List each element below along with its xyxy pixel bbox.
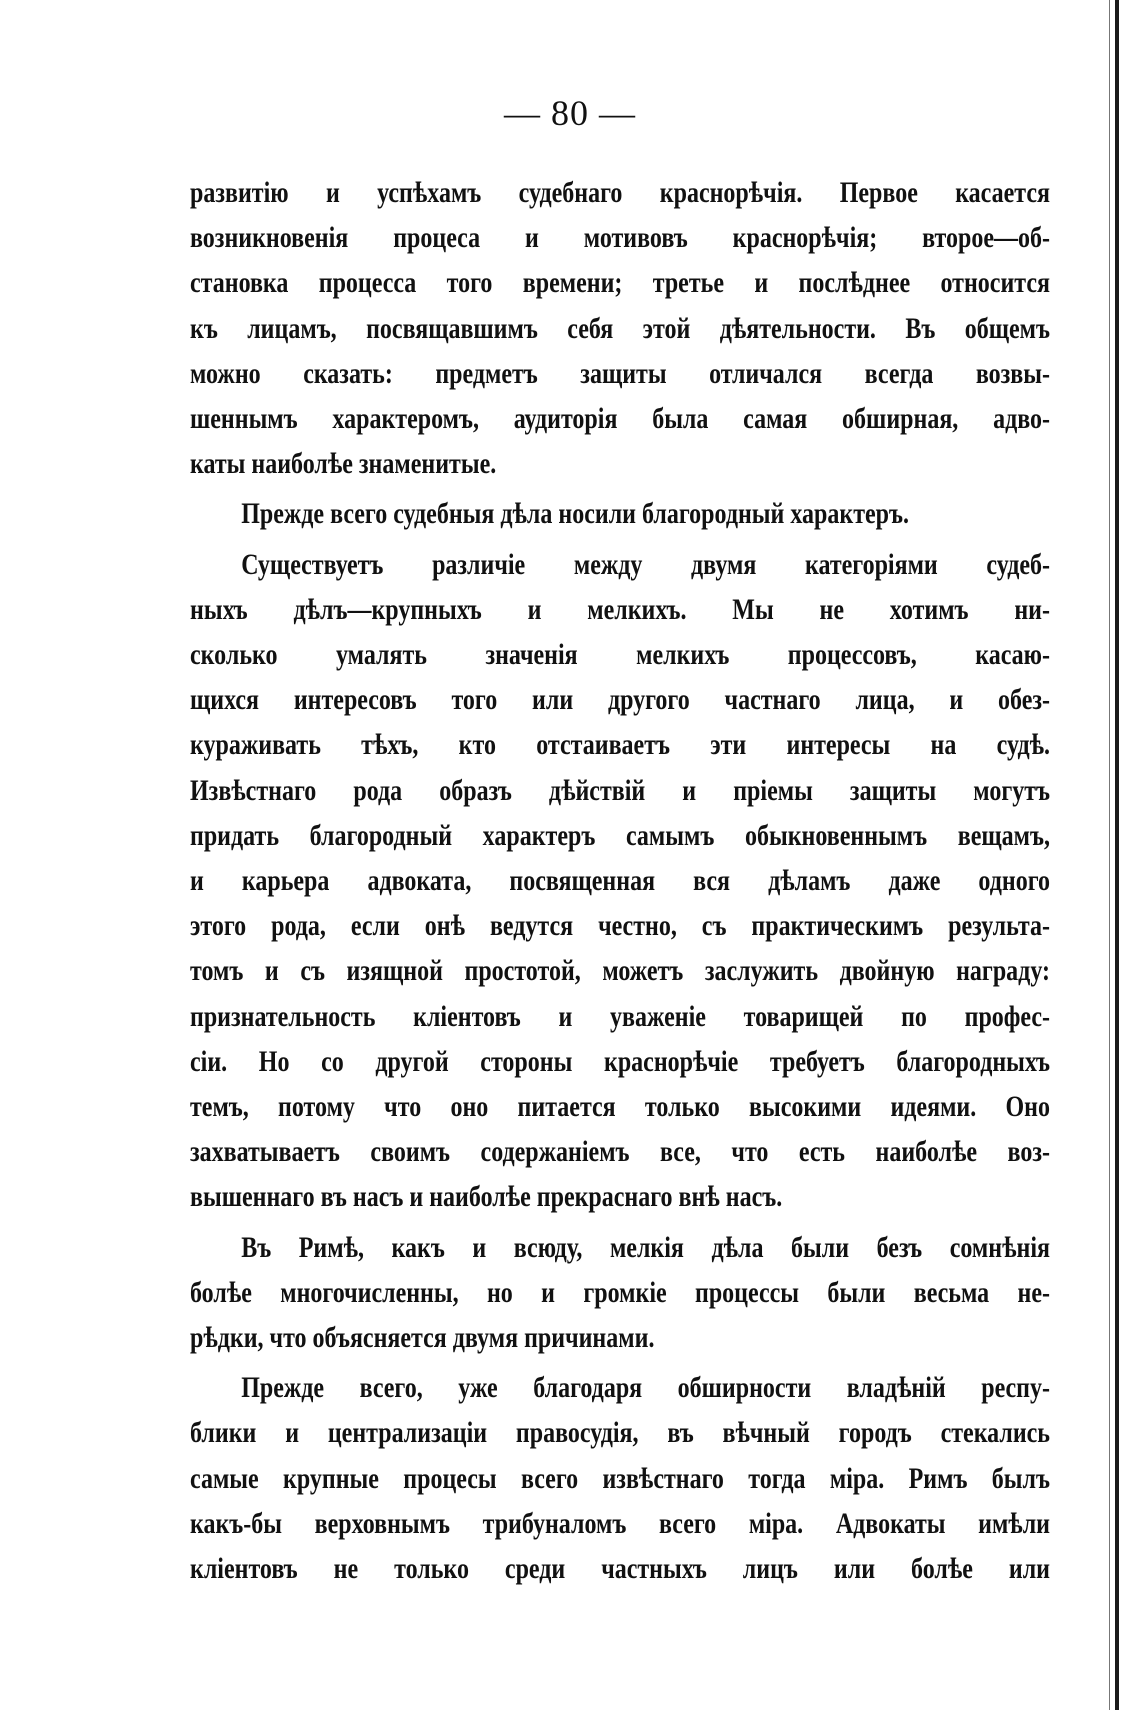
text-line: какъ-бы верховнымъ трибуналомъ всего міра. Адвокаты имѣли [190, 1506, 1050, 1540]
text-line: томъ и съ изящной простотой, можетъ заслужить двойную награду: [190, 954, 1050, 988]
text-line: вышеннаго въ насъ и наиболѣе прекраснаго внѣ насъ. [190, 1180, 783, 1214]
text-line: Извѣстнаго рода образъ дѣйствій и пріемы защиты могутъ [190, 773, 1050, 807]
text-line: сколько умалять значенія мелкихъ процессовъ, касаю- [190, 638, 1050, 672]
text-line: Въ Римѣ, какъ и всюду, мелкія дѣла были безъ сомнѣнія [241, 1230, 1050, 1264]
text-line: Прежде всего, уже благодаря обширности владѣній респу- [241, 1371, 1050, 1405]
page-number: — 80 — [504, 93, 636, 133]
text-line: щихся интересовъ того или другого частнаго лица, и обез- [190, 683, 1050, 717]
text-line: кураживать тѣхъ, кто отстаиваетъ эти интересы на судѣ. [190, 728, 1050, 762]
paragraph-5 [190, 1365, 1050, 1591]
text-line: къ лицамъ, посвящавшимъ себя этой дѣятельности. Въ общемъ [190, 311, 1050, 345]
paragraph-3 [190, 542, 1050, 1220]
text-line: становка процесса того времени; третье и послѣднее относится [190, 266, 1050, 300]
text-line: сіи. Но со другой стороны краснорѣчіе требуетъ благородныхъ [190, 1044, 1050, 1078]
text-line: захватываетъ своимъ содержаніемъ все, что есть наиболѣе воз- [190, 1135, 1050, 1169]
body-text [190, 170, 1050, 1596]
text-line: Существуетъ различіе между двумя категоріями судеб- [241, 547, 1050, 581]
text-line: шеннымъ характеромъ, аудиторія была самая обширная, адво- [190, 402, 1050, 436]
paragraph-2 [190, 491, 1050, 536]
text-line: развитію и успѣхамъ судебнаго краснорѣчія. Первое касается [190, 176, 1050, 209]
text-line: кліентовъ не только среди частныхъ лицъ или болѣе или [190, 1552, 1050, 1586]
text-line: блики и централизаціи правосудія, въ вѣчный городъ стекались [190, 1416, 1050, 1450]
page-edge-rule [1115, 0, 1119, 1710]
text-line: самые крупные процесы всего извѣстнаго тогда міра. Римъ былъ [190, 1461, 1050, 1495]
text-line: этого рода, если онѣ ведутся честно, съ практическимъ результа- [190, 909, 1050, 943]
text-line: темъ, потому что оно питается только высокими идеями. Оно [190, 1090, 1050, 1124]
text-line: ныхъ дѣлъ—крупныхъ и мелкихъ. Мы не хотимъ ни- [190, 592, 1050, 626]
text-line: и карьера адвоката, посвященная вся дѣламъ даже одного [190, 864, 1050, 898]
page-edge-shadow [1109, 0, 1110, 1710]
text-line: каты наиболѣе знаменитые. [190, 447, 497, 481]
text-line: Прежде всего судебныя дѣла носили благородный характеръ. [241, 497, 909, 531]
text-line: рѣдки, что объясняется двумя причинами. [190, 1321, 655, 1355]
paragraph-4 [190, 1225, 1050, 1361]
text-line: придать благородный характеръ самымъ обыкновеннымъ вещамъ, [190, 818, 1050, 852]
text-line: болѣе многочисленны, но и громкіе процессы были весьма не- [190, 1275, 1050, 1309]
text-line: признательность кліентовъ и уваженіе товарищей по профес- [190, 999, 1050, 1033]
paragraph-1 [190, 170, 1050, 486]
text-line: возникновенія процеса и мотивовъ краснорѣчія; второе—об- [190, 221, 1050, 255]
text-line: можно сказать: предметъ защиты отличался всегда возвы- [190, 356, 1050, 390]
